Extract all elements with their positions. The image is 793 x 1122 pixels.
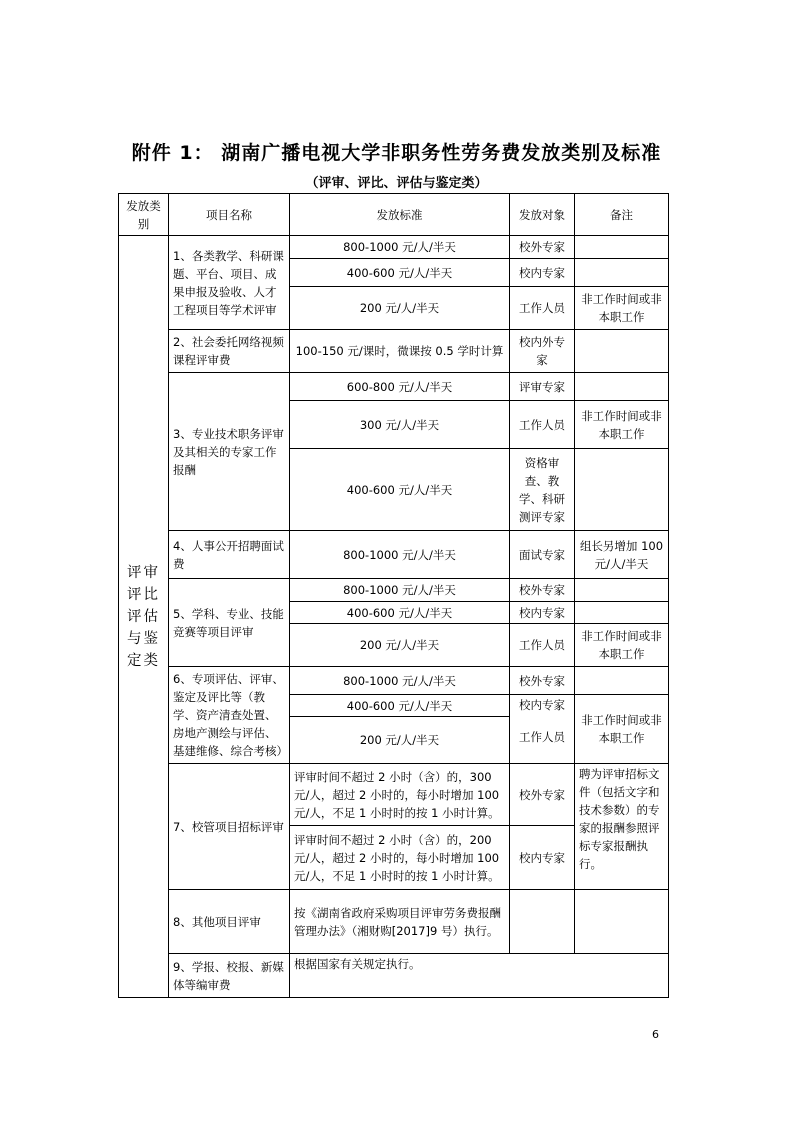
standard-cell: 800-1000 元/人/半天: [290, 236, 510, 259]
header-standard: 发放标准: [290, 194, 510, 236]
item-name: 3、专业技术职务评审及其相关的专家工作报酬: [169, 373, 290, 531]
recipient-cell: 校外专家: [510, 236, 575, 259]
category-cell: 评审评比评估与鉴定类: [119, 236, 169, 998]
recipient-cell: 校内专家: [510, 259, 575, 287]
recipient-cell: 校外专家: [510, 579, 575, 602]
table-header-row: [119, 194, 669, 236]
header-category: 发放类别: [119, 194, 169, 236]
note-cell: [575, 373, 669, 401]
recipient-cell: 资格审查、教学、科研测评专家: [510, 449, 575, 531]
recipient-cell: 校内外专家: [510, 330, 575, 373]
note-cell: 非工作时间或非本职工作: [575, 401, 669, 449]
item-name: 4、人事公开招聘面试费: [169, 531, 290, 579]
recipient-cell: 工作人员: [510, 401, 575, 449]
table-row: [119, 330, 669, 373]
table-row: [119, 236, 669, 259]
header-item: 项目名称: [169, 194, 290, 236]
note-cell: [575, 602, 669, 624]
recipient-cell: 校内专家: [510, 602, 575, 624]
recipient-cell: [510, 695, 575, 764]
item-name: 7、校管项目招标评审: [169, 764, 290, 890]
table-row: [119, 890, 669, 954]
standard-cell: 300 元/人/半天: [290, 401, 510, 449]
standard-cell: 100-150 元/课时，微课按 0.5 学时计算: [290, 330, 510, 373]
standard-cell: 200 元/人/半天: [290, 717, 510, 764]
header-note: 备注: [575, 194, 669, 236]
page-number: 6: [652, 1028, 659, 1041]
standard-cell: 200 元/人/半天: [290, 287, 510, 330]
note-cell: 非工作时间或非本职工作: [575, 695, 669, 764]
item-name: 9、学报、校报、新媒体等编审费: [169, 954, 290, 998]
recipient-cell: 工作人员: [510, 287, 575, 330]
item-name: 2、社会委托网络视频课程评审费: [169, 330, 290, 373]
recipient-cell: 校内专家: [510, 826, 575, 890]
note-cell: 组长另增加 100 元/人/半天: [575, 531, 669, 579]
table-row: [119, 667, 669, 695]
note-cell: [575, 259, 669, 287]
recipient-line: 校内专家: [519, 698, 565, 712]
standard-cell: 评审时间不超过 2 小时（含）的，200 元/人，超过 2 小时的，每小时增加 100 元/人，不足 1 小时时的按 1 小时计算。: [290, 826, 510, 890]
recipient-line: 工作人员: [519, 730, 565, 744]
note-cell: [575, 890, 669, 954]
recipient-cell: 评审专家: [510, 373, 575, 401]
standard-cell: 400-600 元/人/半天: [290, 602, 510, 624]
table-row: [119, 579, 669, 602]
standard-cell: 400-600 元/人/半天: [290, 259, 510, 287]
standard-cell: 200 元/人/半天: [290, 624, 510, 667]
standard-cell: 根据国家有关规定执行。: [290, 954, 669, 998]
table-row: [119, 373, 669, 401]
document-subtitle: （评审、评比、评估与鉴定类）: [305, 176, 488, 191]
table-row: [119, 531, 669, 579]
standard-cell: 800-1000 元/人/半天: [290, 579, 510, 602]
note-cell: [575, 449, 669, 531]
fee-standards-table: [118, 193, 669, 998]
item-name: 8、其他项目评审: [169, 890, 290, 954]
table-row: [119, 764, 669, 826]
table-row: [119, 954, 669, 998]
recipient-cell: 面试专家: [510, 531, 575, 579]
standard-cell: 按《湖南省政府采购项目评审劳务费报酬管理办法》（湘财购[2017]9 号）执行。: [290, 890, 510, 954]
note-cell: [575, 579, 669, 602]
note-cell: 聘为评审招标文件（包括文字和技术参数）的专家的报酬参照评标专家报酬执行。: [575, 764, 669, 890]
item-name: 1、各类教学、科研课题、平台、项目、成果申报及验收、人才工程项目等学术评审: [169, 236, 290, 330]
recipient-cell: [510, 890, 575, 954]
recipient-cell: 工作人员: [510, 624, 575, 667]
standard-cell: 600-800 元/人/半天: [290, 373, 510, 401]
note-cell: 非工作时间或非本职工作: [575, 287, 669, 330]
recipient-cell: 校外专家: [510, 764, 575, 826]
document-title: 附件 1： 湖南广播电视大学非职务性劳务费发放类别及标准: [131, 142, 662, 164]
standard-cell: 800-1000 元/人/半天: [290, 531, 510, 579]
note-cell-empty: [575, 667, 669, 695]
note-cell: 非工作时间或非本职工作: [575, 624, 669, 667]
standard-cell: 800-1000 元/人/半天: [290, 667, 510, 695]
standard-cell: 评审时间不超过 2 小时（含）的，300 元/人，超过 2 小时的，每小时增加 100 元/人，不足 1 小时时的按 1 小时计算。: [290, 764, 510, 826]
standard-cell: 400-600 元/人/半天: [290, 695, 510, 717]
item-name: 5、学科、专业、技能竞赛等项目评审: [169, 579, 290, 667]
note-cell: [575, 330, 669, 373]
item-name: 6、专项评估、评审、鉴定及评比等（教学、资产清查处置、房地产测绘与评估、基建维修、综合考核）: [169, 667, 290, 764]
header-recipient: 发放对象: [510, 194, 575, 236]
note-cell: [575, 236, 669, 259]
standard-cell: 400-600 元/人/半天: [290, 449, 510, 531]
recipient-cell: 校外专家: [510, 667, 575, 695]
